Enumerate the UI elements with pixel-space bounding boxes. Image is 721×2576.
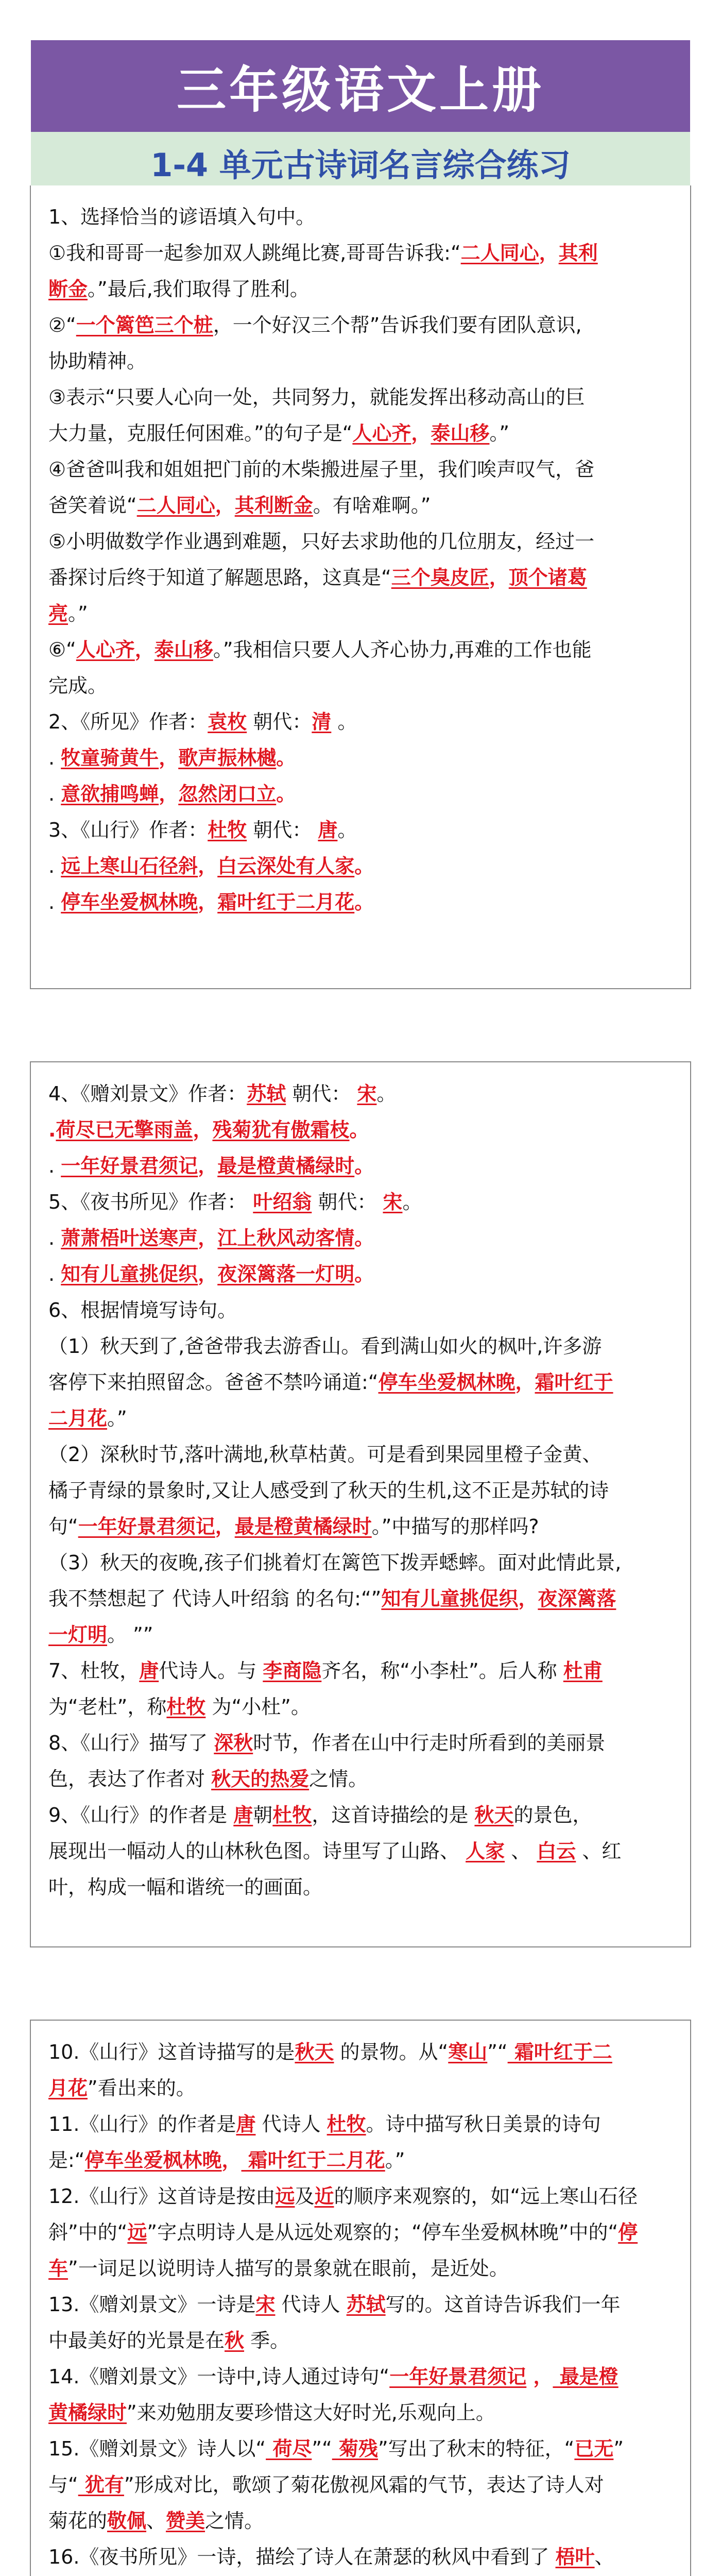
answer-text: 近 [314, 2185, 334, 2208]
answer-text: 江上秋风动客情 [217, 1227, 355, 1249]
answer-text: 苏轼 [346, 2293, 386, 2316]
answer-text: 。 [349, 1118, 369, 1141]
answer-text: 犹有 [78, 2473, 124, 2496]
exercise-line [48, 2178, 673, 2214]
answer-text: 霜叶红于二 [507, 2041, 612, 2063]
answer-text: 叶绍翁 [253, 1191, 312, 1213]
answer-text: ， [526, 2365, 553, 2388]
answer-text: 车 [48, 2257, 68, 2280]
exercise-line [48, 415, 673, 451]
answer-text: 杜牧 [272, 1804, 312, 1826]
exercise-line [48, 1400, 673, 1436]
question-text: 的景物。从“ [334, 2041, 449, 2063]
question-text: ”字点明诗人是从远处观察的；“停车坐爱枫林晚”中的“ [147, 2221, 619, 2244]
answer-text: 黄橘绿时 [48, 2401, 127, 2424]
question-text: 之情。 [309, 1768, 368, 1790]
question-text: 6、根据情境写诗句。 [48, 1299, 237, 1321]
answer-text: 最是橙 [553, 2365, 619, 2388]
answer-text: ， [198, 891, 218, 913]
answer-text: 。 [276, 747, 296, 769]
question-text: 之情。 [205, 2510, 264, 2532]
question-text: 我不禁想起了 代诗人叶绍翁 的名句:“” [48, 1587, 382, 1610]
answer-text: 唐 [318, 819, 338, 841]
answer-text: 夜深篱落 [538, 1587, 616, 1610]
exercise-line [48, 632, 673, 668]
exercise-line [48, 2539, 673, 2575]
answer-text: ， [215, 494, 235, 517]
answer-text: 忽然闭口立 [178, 783, 277, 805]
answer-text: 最是橙黄橘绿时 [234, 1515, 372, 1538]
question-text: 代诗人 [255, 2113, 327, 2136]
question-text: ”“ [312, 2437, 332, 2460]
answer-text: 秋天的热爱 [211, 1768, 310, 1790]
question-text: 。 [376, 1082, 397, 1105]
question-text: 的景色， [513, 1804, 592, 1826]
answer-text: ， [221, 2149, 242, 2172]
question-text: 。 ”” [107, 1623, 153, 1646]
exercise-line [48, 884, 673, 920]
answer-text: 泰山移 [154, 638, 213, 661]
exercise-line [48, 1653, 673, 1689]
question-text: 爸笑着说“ [48, 494, 137, 517]
exercise-line [48, 704, 673, 740]
answer-text: ， [159, 783, 179, 805]
question-text: 5、《夜书所见》作者： [48, 1191, 253, 1213]
answer-text: 停车坐爱枫林晚 [84, 2149, 222, 2172]
answer-text: ， [515, 1371, 535, 1394]
answer-text: ， [489, 566, 509, 589]
question-text: 。” [107, 1407, 127, 1430]
question-text: 7、杜牧， [48, 1659, 140, 1682]
exercise-line [48, 2070, 673, 2106]
answer-text: 白云深处有人家 [217, 855, 355, 877]
answer-text: 宋 [357, 1082, 377, 1105]
question-text: 。有啥难啊。” [313, 494, 431, 517]
answer-text: 三个臭皮匠 [391, 566, 489, 589]
exercise-line [48, 668, 673, 704]
exercise-line [48, 2250, 673, 2286]
answer-text: ， [198, 1155, 218, 1177]
question-text: ②“ [48, 314, 76, 336]
answer-text: 一灯明 [48, 1623, 108, 1646]
exercise-line [48, 812, 673, 848]
exercise-line [48, 2286, 673, 2323]
question-text: 为“小杜”。 [205, 1696, 311, 1718]
answer-text: 人心齐 [76, 638, 135, 661]
exercise-line [48, 1689, 673, 1725]
question-text: 是:“ [48, 2149, 85, 2172]
answer-text: ， [198, 855, 218, 877]
answer-text: 霜叶红于二月花 [217, 891, 355, 913]
exercise-line [48, 1761, 673, 1797]
question-text: . [48, 891, 61, 913]
answer-text: 袁枚 [208, 710, 247, 733]
answer-text: 唐 [233, 1804, 253, 1826]
exercise-line [48, 1545, 673, 1581]
exercise-line [48, 523, 673, 560]
answer-text: 牧童骑黄牛 [61, 747, 159, 769]
answer-text: 停车坐爱枫林晚 [61, 891, 198, 913]
answer-text: 宋 [383, 1191, 403, 1213]
exercise-line [48, 2214, 673, 2250]
answer-text: 。 [354, 1263, 374, 1285]
exercise-line [48, 1869, 673, 1905]
question-text: 番探讨后终于知道了解题思路，这真是“ [48, 566, 391, 589]
exercise-line [48, 2323, 673, 2359]
answer-text: 歌声振林樾 [178, 747, 277, 769]
answer-text: 菊残 [332, 2437, 378, 2460]
question-text: 3、《山行》作者： [48, 819, 208, 841]
answer-text: 泰山移 [431, 422, 490, 445]
question-text: ，一个好汉三个帮”告诉我们要有团队意识, [213, 314, 582, 336]
exercise-line [48, 1617, 673, 1653]
question-text: . [48, 1155, 61, 1177]
question-text: 菊花的 [48, 2510, 108, 2532]
answer-text: 霜叶红于二月花 [241, 2149, 385, 2172]
answer-text: 停 [618, 2221, 638, 2244]
question-text: 、 [505, 1840, 537, 1862]
exercise-line [48, 2106, 673, 2142]
answer-text: 秋天 [295, 2041, 334, 2063]
answer-text: 清 [312, 710, 332, 733]
answer-text: 。 [354, 891, 374, 913]
exercise-line [48, 487, 673, 523]
question-text: 朝代： [247, 710, 312, 733]
question-text: ”“ [487, 2041, 508, 2063]
exercise-line [48, 596, 673, 632]
answer-text: 寒山 [448, 2041, 488, 2063]
exercise-line [48, 1220, 673, 1256]
exercise-line [48, 343, 673, 379]
question-text: 。” [489, 422, 510, 445]
question-text: 15.《赠刘景文》诗人以“ [48, 2437, 266, 2460]
exercise-line [48, 451, 673, 487]
exercise-line [48, 1797, 673, 1833]
exercise-line [48, 848, 673, 884]
question-text: 客停下来拍照留念。爸爸不禁吟诵道:“ [48, 1371, 379, 1394]
answer-text: 唐 [139, 1659, 159, 1682]
answer-text: 其利 [558, 242, 598, 264]
answer-text: ， [539, 242, 559, 264]
question-text: ”来劝勉朋友要珍惜这大好时光,乐观向上。 [127, 2401, 495, 2424]
answer-text: ， [159, 747, 179, 769]
question-text: 朝代： [247, 819, 318, 841]
exercise-line [48, 2034, 673, 2070]
question-text: 色，表达了作者对 [48, 1768, 212, 1790]
question-text: 季。 [244, 2329, 290, 2352]
question-text: ”看出来的。 [88, 2077, 196, 2099]
exercise-line [48, 560, 673, 596]
exercise-line [48, 2359, 673, 2395]
exercise-line [48, 2467, 673, 2503]
question-text: 完成。 [48, 674, 108, 697]
answer-text: 。 [354, 1155, 374, 1177]
answer-text: 一年好景君须记 [78, 1515, 215, 1538]
answer-text: 一个篱笆三个桩 [76, 314, 213, 336]
question-text: 13.《赠刘景文》一诗是 [48, 2293, 256, 2316]
question-text: 。” [68, 602, 88, 625]
answer-text: 唐 [236, 2113, 256, 2136]
answer-text: 杜甫 [563, 1659, 603, 1682]
question-text: ”写出了秋末的特征，“ [377, 2437, 575, 2460]
exercise-line [48, 271, 673, 307]
exercise-panel-1 [30, 185, 691, 989]
question-text: 朝代： [286, 1082, 357, 1105]
exercise-line [48, 2431, 673, 2467]
question-text: . [48, 1263, 61, 1285]
exercise-line [48, 2395, 673, 2431]
exercise-line [48, 1148, 673, 1184]
exercise-line [48, 1472, 673, 1509]
question-text: ，这首诗描绘的是 [312, 1804, 475, 1826]
question-text: 朝代： [312, 1191, 383, 1213]
question-text: 及 [295, 2185, 315, 2208]
question-text: 代诗人 [275, 2293, 347, 2316]
exercise-line [48, 1725, 673, 1761]
answer-text: 霜叶红于 [535, 1371, 613, 1394]
question-text: 朝 [253, 1804, 273, 1826]
answer-text: 夜深篱落一灯明 [217, 1263, 355, 1285]
question-text: 10.《山行》这首诗描写的是 [48, 2041, 295, 2063]
question-text: ”形成对比，歌颂了菊花傲视风霜的气节，表达了诗人对 [124, 2473, 604, 2496]
answer-text: 荷尽已无擎雨盖 [56, 1118, 193, 1141]
answer-text: 远 [275, 2185, 295, 2208]
answer-text: 最是橙黄橘绿时 [217, 1155, 355, 1177]
answer-text: 二月花 [48, 1407, 108, 1430]
question-text: 。”中描写的那样吗? [371, 1515, 539, 1538]
answer-text: 残菊犹有傲霜枝 [212, 1118, 350, 1141]
answer-text: 敬佩 [107, 2510, 147, 2532]
answer-text: 断金 [48, 278, 88, 300]
exercise-line [48, 307, 673, 343]
answer-text: 杜牧 [166, 1696, 206, 1718]
exercise-line [48, 2503, 673, 2539]
answer-text: 萧萧梧叶送寒声 [61, 1227, 198, 1249]
exercise-line [48, 1292, 673, 1328]
answer-text: 宋 [255, 2293, 276, 2316]
answer-text: 已无 [574, 2437, 614, 2460]
answer-text: 白云 [537, 1840, 576, 1862]
exercise-line [48, 740, 673, 776]
exercise-line [48, 1833, 673, 1869]
exercise-line [48, 1328, 673, 1364]
question-text: ④爸爸叫我和姐姐把门前的木柴搬进屋子里，我们唉声叹气，爸 [48, 458, 595, 481]
question-text: 。 [331, 710, 357, 733]
exercise-line [48, 2142, 673, 2178]
exercise-panel-2 [30, 1061, 691, 1947]
answer-text: 亮 [48, 602, 68, 625]
exercise-line [48, 1076, 673, 1112]
question-text: . [48, 747, 61, 769]
question-text: 为“老杜”，称 [48, 1696, 167, 1718]
answer-text: 二人同心 [460, 242, 539, 264]
answer-text: 赞美 [166, 2510, 205, 2532]
answer-text: ， [198, 1263, 218, 1285]
question-text: ” [613, 2437, 624, 2460]
question-text: 4、《赠刘景文》作者： [48, 1082, 247, 1105]
answer-text: 二人同心 [136, 494, 215, 517]
answer-text: 意欲捕鸣蝉 [61, 783, 159, 805]
exercise-line [48, 379, 673, 415]
answer-text: 杜牧 [327, 2113, 366, 2136]
question-text: 、 [146, 2510, 166, 2532]
answer-text: 人心齐 [352, 422, 411, 445]
question-text: （3）秋天的夜晚,孩子们挑着灯在篱笆下拨弄蟋蟀。面对此情此景, [48, 1551, 622, 1574]
exercise-line [48, 776, 673, 812]
question-text: 叶，构成一幅和谐统一的画面。 [48, 1876, 323, 1899]
page-header [0, 0, 721, 185]
question-text: 。 [337, 819, 357, 841]
question-text: 中最美好的光景是在 [48, 2329, 225, 2352]
question-text: 。诗中描写秋日美景的诗句 [366, 2113, 601, 2136]
question-text: （1）秋天到了,爸爸带我去游香山。看到满山如火的枫叶,许多游 [48, 1335, 602, 1358]
question-text: 。 [402, 1191, 422, 1213]
question-text: 12.《山行》这首诗是按由 [48, 2185, 276, 2208]
answer-text: 。 [354, 1227, 374, 1249]
exercise-line [48, 1581, 673, 1617]
answer-text: 其利断金 [234, 494, 313, 517]
answer-text: 杜牧 [208, 819, 247, 841]
answer-text: ， [193, 1118, 213, 1141]
answer-text: 知有儿童挑促织 [381, 1587, 519, 1610]
question-text: ”一词足以说明诗人描写的景象就在眼前，是近处。 [68, 2257, 509, 2280]
answer-text: 知有儿童挑促织 [61, 1263, 198, 1285]
page-title: 三年级语文上册 [31, 40, 690, 132]
answer-text: 荷尽 [266, 2437, 312, 2460]
question-text: 齐名，称“小李杜”。后人称 [321, 1659, 563, 1682]
answer-text: 人家 [466, 1840, 505, 1862]
answer-text: ， [198, 1227, 218, 1249]
answer-text: 停车坐爱枫林晚 [378, 1371, 516, 1394]
answer-text: ， [518, 1587, 538, 1610]
answer-text: 秋 [225, 2329, 245, 2352]
answer-text: ， [215, 1515, 235, 1538]
question-text: ⑥“ [48, 638, 76, 661]
question-text: 16.《夜书所见》一诗，描绘了诗人在萧瑟的秋风中看到了 [48, 2546, 556, 2568]
answer-text: 一年好景君须记 [61, 1155, 198, 1177]
answer-text: 远上寒山石径斜 [61, 855, 198, 877]
question-text: . [48, 1227, 61, 1249]
question-text: 。”我相信只要人人齐心协力,再难的工作也能 [213, 638, 592, 661]
question-text: 14.《赠刘景文》一诗中,诗人通过诗句“ [48, 2365, 390, 2388]
question-text: 8、《山行》描写了 [48, 1732, 214, 1754]
answer-text: 顶个诸葛 [508, 566, 587, 589]
question-text: 。” [385, 2149, 405, 2172]
exercise-line [48, 199, 673, 235]
question-text: 的顺序来观察的，如“远上寒山石径 [334, 2185, 638, 2208]
question-text: 大力量，克服任何困难。”的句子是“ [48, 422, 353, 445]
question-text: 与“ [48, 2473, 78, 2496]
answer-text: 远 [127, 2221, 147, 2244]
answer-text: 。 [354, 855, 374, 877]
question-text: 1、选择恰当的谚语填入句中。 [48, 206, 316, 228]
answer-text: 李商隐 [263, 1659, 322, 1682]
question-text: ①我和哥哥一起参加双人跳绳比赛,哥哥告诉我:“ [48, 242, 461, 264]
exercise-line [48, 1364, 673, 1400]
answer-text: ， [411, 422, 431, 445]
question-text: . [48, 783, 61, 805]
question-text: 9、《山行》的作者是 [48, 1804, 234, 1826]
question-text: 写的。这首诗告诉我们一年 [385, 2293, 621, 2316]
answer-text: 。 [276, 783, 296, 805]
question-text: ③表示“只要人心向一处，共同努力，就能发挥出移动高山的巨 [48, 386, 585, 409]
exercise-line [48, 1184, 673, 1220]
answer-text: 深秋 [214, 1732, 253, 1754]
exercise-panel-3 [30, 2020, 691, 2576]
answer-text: 苏轼 [247, 1082, 286, 1105]
exercise-line [48, 235, 673, 271]
question-text: 橘子青绿的景象时,又让人感受到了秋天的生机,这不正是苏轼的诗 [48, 1479, 609, 1502]
question-text: 代诗人。与 [159, 1659, 263, 1682]
question-text: 2、《所见》作者： [48, 710, 208, 733]
question-text: 句“ [48, 1515, 78, 1538]
question-text: （2）深秋时节,落叶满地,秋草枯黄。可是看到果园里橙子金黄、 [48, 1443, 602, 1466]
question-text: . [48, 855, 61, 877]
question-text: ⑤小明做数学作业遇到难题，只好去求助他的几位朋友，经过一 [48, 530, 595, 553]
answer-text: . [48, 1118, 56, 1141]
exercise-line [48, 1509, 673, 1545]
question-text: 展现出一幅动人的山林秋色图。诗里写了山路、 [48, 1840, 466, 1862]
page-subtitle: 1-4 单元古诗词名言综合练习 [31, 132, 690, 193]
answer-text: 秋天 [474, 1804, 514, 1826]
question-text: 、红 [576, 1840, 622, 1862]
question-text: 、 [594, 2546, 614, 2568]
question-text: 11.《山行》的作者是 [48, 2113, 236, 2136]
answer-text: 一年好景君须记 [389, 2365, 527, 2388]
question-text: 协助精神。 [48, 350, 147, 372]
question-text: 斜”中的“ [48, 2221, 128, 2244]
answer-text: ， [134, 638, 154, 661]
exercise-line [48, 1256, 673, 1292]
question-text: 时节，作者在山中行走时所看到的美丽景 [253, 1732, 606, 1754]
answer-text: 梧叶 [555, 2546, 595, 2568]
answer-text: 月花 [48, 2077, 88, 2099]
exercise-line [48, 1112, 673, 1148]
exercise-line [48, 1436, 673, 1472]
question-text: 。”最后,我们取得了胜利。 [88, 278, 310, 300]
